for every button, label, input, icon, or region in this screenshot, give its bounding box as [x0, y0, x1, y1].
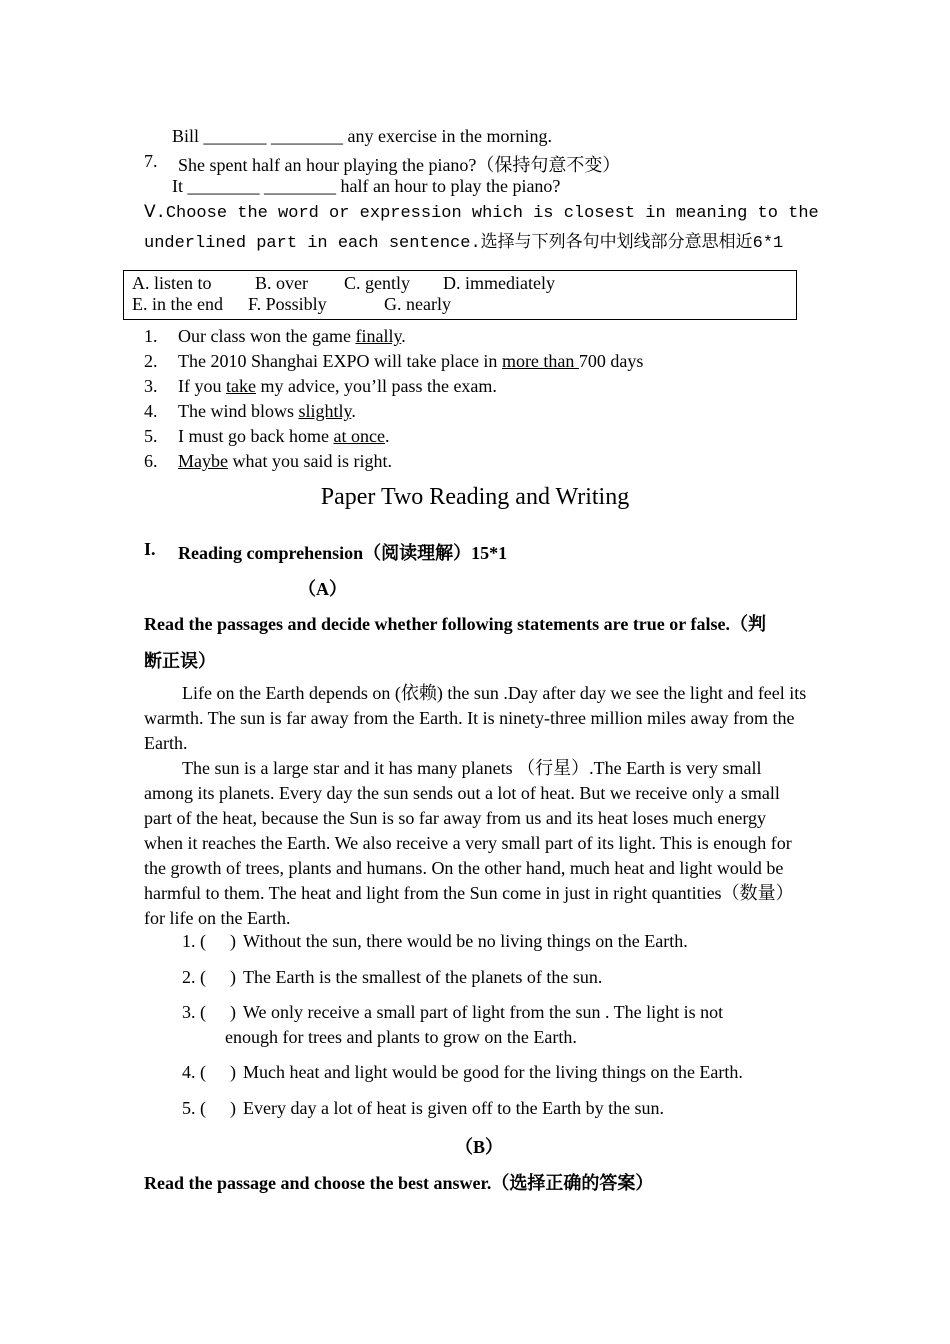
option-c: C. gently [344, 273, 410, 293]
statement-close-paren: ) [230, 1062, 236, 1082]
option-g: G. nearly [384, 294, 451, 314]
synonym-item: I must go back home at once. [178, 426, 390, 446]
underlined-part: Maybe [178, 451, 228, 471]
option-b: B. over [255, 273, 308, 293]
underlined-part: slightly [298, 401, 352, 421]
statement-text: We only receive a small part of light from the sun . The light is not [243, 1002, 724, 1022]
underlined-part: finally [355, 326, 402, 346]
it-blank-line: It ________ ________ half an hour to play the piano? [172, 176, 561, 196]
statement-number: 3. ( [182, 1002, 206, 1022]
synonym-item-number: 4. [144, 401, 158, 421]
paper-title: Paper Two Reading and Writing [320, 484, 630, 510]
statement-close-paren: ) [230, 1002, 236, 1022]
option-a: A. listen to [132, 273, 212, 293]
synonym-item: Maybe what you said is right. [178, 451, 392, 471]
options-box [123, 270, 797, 320]
instruction-a-line1: Read the passages and decide whether following statements are true or false.（判 [144, 614, 766, 634]
synonym-item-number: 1. [144, 326, 158, 346]
synonym-item: Our class won the game finally. [178, 326, 406, 346]
underlined-part: take [226, 376, 256, 396]
question-7-text: She spent half an hour playing the piano?（保持句意不变） [178, 155, 621, 175]
instruction-b: Read the passage and choose the best answer.（选择正确的答案） [144, 1173, 654, 1193]
option-f: F. Possibly [248, 294, 327, 314]
statement-number: 5. ( [182, 1098, 206, 1118]
part-b-label: （B） [455, 1137, 504, 1157]
question-7-number: 7. [144, 151, 158, 171]
statement-number: 1. ( [182, 931, 206, 951]
statement-text: Much heat and light would be good for the living things on the Earth. [243, 1062, 743, 1082]
synonym-item-number: 2. [144, 351, 158, 371]
option-e: E. in the end [132, 294, 223, 314]
statement-text: Without the sun, there would be no living things on the Earth. [243, 931, 688, 951]
synonym-item-number: 5. [144, 426, 158, 446]
underlined-part: at once [333, 426, 385, 446]
statement-number: 2. ( [182, 967, 206, 987]
statement-close-paren: ) [230, 1098, 236, 1118]
synonym-item-number: 3. [144, 376, 158, 396]
section-v-heading-line2: underlined part in each sentence.选择与下列各句中划线部分意思相近6*1 [144, 234, 784, 253]
synonym-item: If you take my advice, you’ll pass the exam. [178, 376, 497, 396]
bill-blank-line: Bill _______ ________ any exercise in the morning. [172, 126, 552, 146]
statement-text: The Earth is the smallest of the planets of the sun. [243, 967, 603, 987]
reading-section-heading: Reading comprehension（阅读理解）15*1 [178, 543, 508, 563]
statement-number: 4. ( [182, 1062, 206, 1082]
statement-close-paren: ) [230, 967, 236, 987]
instruction-a-line2: 断正误） [144, 651, 216, 671]
synonym-item: The wind blows slightly. [178, 401, 356, 421]
synonym-item: The 2010 Shanghai EXPO will take place in more than 700 days [178, 351, 644, 371]
statement-text: Every day a lot of heat is given off to the Earth by the sun. [243, 1098, 665, 1118]
statement-text-continued: enough for trees and plants to grow on the Earth. [225, 1027, 577, 1047]
passage-paragraph-1: Life on the Earth depends on (依赖) the sun .Day after day we see the light and feel its warmth. The sun is far away from the Earth. It is ninety-three million miles away from the Earth. [144, 683, 807, 753]
underlined-part: more than [501, 351, 579, 371]
option-d: D. immediately [443, 273, 555, 293]
reading-section-number: I. [144, 539, 156, 559]
synonym-item-number: 6. [144, 451, 158, 471]
statement-close-paren: ) [230, 931, 236, 951]
section-v-heading-line1: Ⅴ.Choose the word or expression which is closest in meaning to the [144, 204, 819, 223]
passage-paragraph-2: The sun is a large star and it has many planets （行星）.The Earth is very small among its planets. Every day the sun sends out a lot of heat. But we receive only a small part of the heat, because the Sun is so far away from us and its heat loses much energy when it reaches the Earth. We also receive a very small part of its light. This is enough for the growth of trees, plants and humans. On the other hand, much heat and light would be harmful to them. The heat and light from the Sun come in just in right quantities（数量） for life on the Earth. [144, 758, 794, 928]
part-a-label: （A） [298, 579, 347, 599]
